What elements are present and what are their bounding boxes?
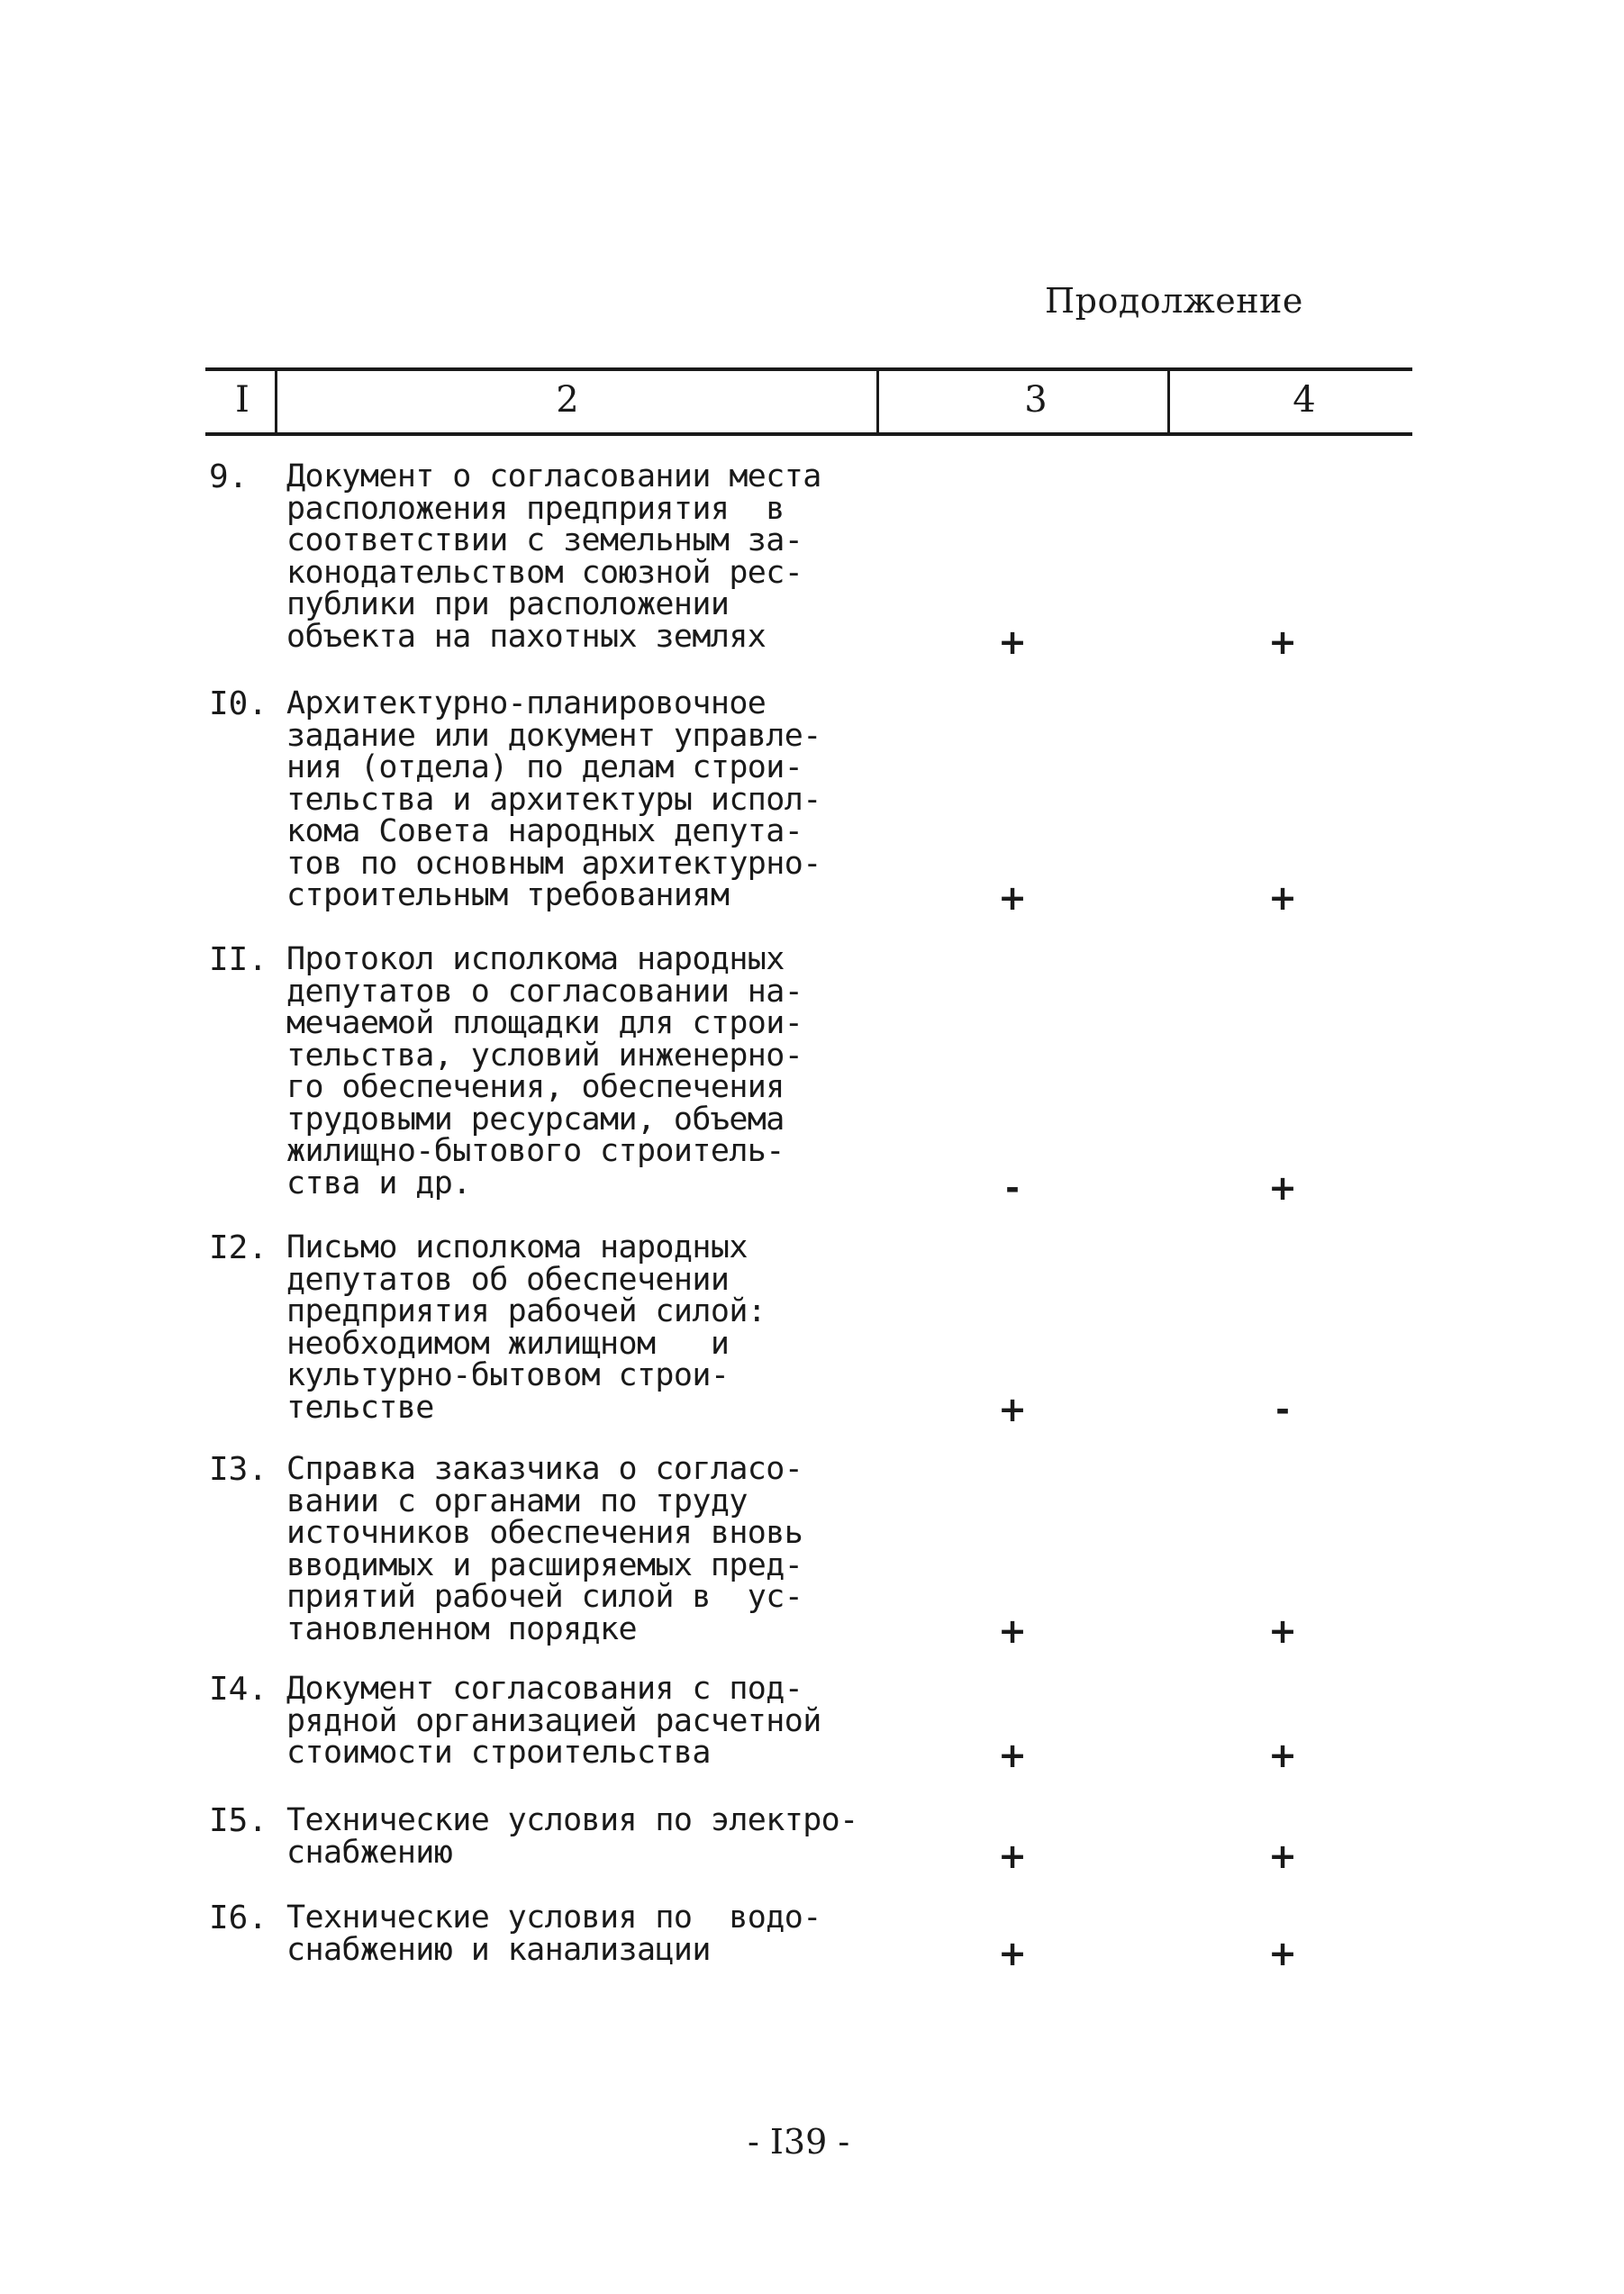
description-line: Архитектурно-планировочное (286, 685, 767, 721)
row-description (286, 685, 908, 913)
description-line: Справка заказчика о согласо- (286, 1451, 803, 1487)
description-line: рядной организацией расчетной (286, 1702, 821, 1739)
row-description (286, 1451, 908, 1647)
row-description (286, 458, 908, 655)
description-line: снабжению и канализации (286, 1931, 711, 1968)
row-description (286, 941, 908, 1201)
row-number: I3. (209, 1451, 268, 1488)
description-line: публики при расположении (286, 586, 730, 622)
column-4-mark: + (1268, 1611, 1297, 1651)
row-number: I5. (209, 1802, 268, 1839)
column-3-mark: + (998, 622, 1027, 662)
description-line: предприятия рабочей силой: (286, 1293, 767, 1329)
description-line: объекта на пахотных землях (286, 618, 767, 655)
row-number: I4. (209, 1671, 268, 1708)
description-line: расположения предприятия в (286, 490, 785, 527)
description-line: Технические условия по водо- (286, 1900, 821, 1936)
description-line: задание или документ управле- (286, 717, 821, 754)
row-number: I0. (209, 685, 268, 722)
column-3-mark: - (1005, 1168, 1020, 1208)
description-line: жилищно-бытового строитель- (286, 1133, 785, 1169)
row-number: I6. (209, 1900, 268, 1936)
column-4-mark: + (1268, 1934, 1297, 1973)
description-line: Технические условия по электро- (286, 1802, 858, 1838)
description-line: вании с органами по труду (286, 1482, 748, 1519)
description-line: депутатов об обеспечении (286, 1261, 730, 1298)
description-line: приятий рабочей силой в ус- (286, 1579, 803, 1615)
description-line: мечаемой площадки для строи- (286, 1005, 803, 1041)
description-line: Протокол исполкома народных (286, 941, 785, 977)
description-line: ства и др. (286, 1165, 471, 1201)
description-line: тельства и архитектуры испол- (286, 781, 821, 818)
column-4-mark: - (1275, 1390, 1290, 1429)
column-4-mark: + (1268, 1168, 1297, 1208)
row-description (286, 1802, 908, 1871)
description-line: культурно-бытовом строи- (286, 1357, 730, 1393)
column-3-mark: + (998, 1836, 1027, 1876)
column-3-mark: + (998, 1611, 1027, 1651)
column-header-3: 3 (1024, 379, 1048, 421)
column-4-mark: + (1268, 1736, 1297, 1775)
page-number: - I39 - (748, 2122, 850, 2162)
row-number: I2. (209, 1229, 268, 1266)
row-number: II. (209, 941, 268, 978)
description-line: тановленном порядке (286, 1610, 637, 1647)
column-header-4: 4 (1293, 379, 1316, 421)
description-line: тельстве (286, 1389, 434, 1426)
row-description (286, 1229, 908, 1426)
description-line: кома Совета народных депута- (286, 813, 803, 849)
column-3-mark: + (998, 1736, 1027, 1775)
row-number: 9. (209, 458, 249, 495)
description-line: Документ согласования с под- (286, 1671, 803, 1707)
row-description (286, 1902, 908, 1966)
description-line: снабжению (286, 1834, 453, 1871)
description-line: стоимости строительства (286, 1735, 711, 1771)
column-4-mark: + (1268, 622, 1297, 662)
row-description (286, 1673, 908, 1770)
column-4-mark: + (1268, 878, 1297, 918)
description-line: источников обеспечения вновь (286, 1515, 803, 1551)
description-line: конодательством союзной рес- (286, 554, 803, 591)
description-line: ния (отдела) по делам строи- (286, 749, 803, 785)
continuation-label: Продолжение (1045, 281, 1303, 321)
description-line: тов по основным архитектурно- (286, 845, 821, 882)
description-line: вводимых и расширяемых пред- (286, 1546, 803, 1583)
column-4-mark: + (1268, 1836, 1297, 1876)
column-3-mark: + (998, 1390, 1027, 1429)
description-line: Письмо исполкома народных (286, 1229, 748, 1265)
description-line: Документ о согласовании места (286, 458, 821, 494)
column-3-mark: + (998, 1934, 1027, 1973)
column-header-1: I (235, 379, 249, 421)
description-line: депутатов о согласовании на- (286, 973, 803, 1010)
description-line: соответствии с земельным за- (286, 522, 803, 558)
description-line: тельства, условий инженерно- (286, 1037, 803, 1074)
column-3-mark: + (998, 878, 1027, 918)
description-line: необходимом жилищном и (286, 1325, 730, 1362)
description-line: строительным требованиям (286, 877, 730, 913)
description-line: го обеспечения, обеспечения (286, 1069, 785, 1105)
column-header-2: 2 (556, 379, 579, 421)
description-line: трудовыми ресурсами, объема (286, 1101, 785, 1138)
